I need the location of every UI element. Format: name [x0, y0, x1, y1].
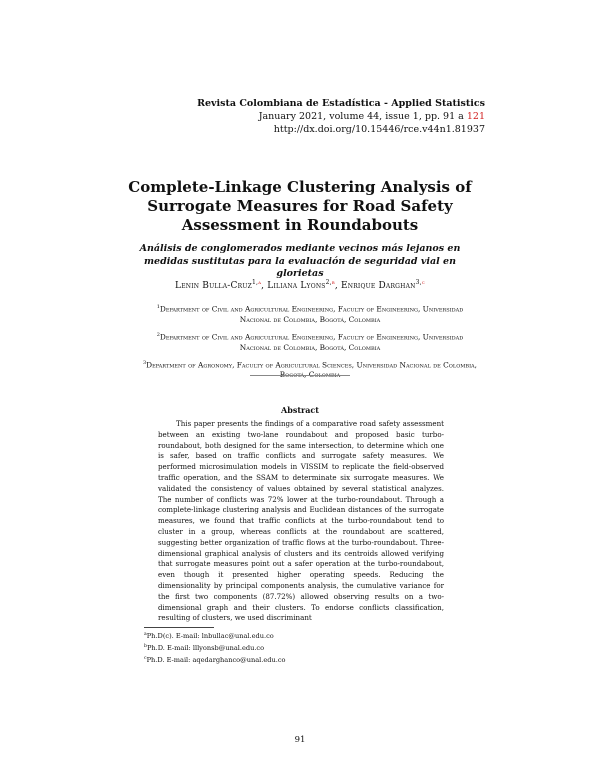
paper-title: Complete-Linkage Clustering Analysis of Surrogate Measures for Road Safety Assessment in Roundabouts: [128, 178, 472, 234]
author-name: Liliana Lyons: [267, 281, 326, 291]
footnote-text: Ph.D. E-mail: aqedarghanco@unal.edu.co: [146, 655, 286, 664]
affiliation-text: Department of Agronomy, Faculty of Agricultural Sciences, Universidad Nacional de Colombia, Bogotá, Colombia: [146, 360, 478, 380]
footnote-rule: [144, 627, 214, 628]
author-sep: ,: [261, 281, 268, 291]
author-name: Lenin Bulla-Cruz: [175, 281, 252, 291]
author-affil-ref: 2,: [325, 279, 332, 286]
issue-info: [197, 110, 485, 123]
end-page-link[interactable]: 121: [466, 111, 485, 122]
author: [341, 281, 425, 291]
footnote: [144, 654, 286, 666]
affiliation-number: 2: [156, 331, 160, 338]
author-affil-ref: 3,: [415, 279, 422, 286]
footnote-mark: c: [144, 655, 147, 661]
footnotes: [144, 630, 286, 665]
affiliation-text: Department of Civil and Agricultural Engineering, Faculty of Engineering, Universidad Nacional de Colombia, Bogotá, Colombia: [159, 332, 464, 352]
author: [267, 281, 341, 291]
author-footnote-link[interactable]: a: [258, 279, 262, 286]
footnote-mark: b: [144, 643, 147, 649]
paper-subtitle: Análisis de conglomerados mediante vecinos más lejanos en medidas sustitutas para la evaluación de seguridad vial en glorietas: [139, 243, 461, 279]
author-footnote-link[interactable]: c: [421, 279, 425, 286]
footnote-text: Ph.D. E-mail: lllyonsb@unal.edu.co: [146, 643, 265, 652]
journal-name: Revista Colombiana de Estadística - Applied Statistics: [197, 98, 485, 109]
affiliation-number: 3: [142, 359, 147, 366]
abstract-heading: Abstract: [281, 405, 319, 415]
affiliation-text: Department of Civil and Agricultural Engineering, Faculty of Engineering, Universidad Nacional de Colombia, Bogotá, Colombia: [159, 304, 464, 324]
abstract-body: [158, 419, 444, 624]
separator-rule: [250, 375, 350, 376]
footnote-text: Ph.D(c). E-mail: lnbullac@unal.edu.co: [146, 632, 274, 641]
author-name: Enrique Darghan: [340, 281, 416, 291]
footnote: [144, 642, 286, 654]
author-list: [100, 279, 500, 291]
abstract-text: This paper presents the findings of a comparative road safety assessment between an existing two-lane roundabout and proposed basic turbo-roundabout, both designed for the same intersection, to determine which one is safer, based on traffic conflicts and surrogate safety measures. We performed microsimulation models in VISSIM to replicate the field-observed traffic operation, and the SSAM to determinate six surrogate measures. We validated the consistency of values obtained by several statistical analyzes. The number of conflicts was 72% lower at the turbo-roundabout. Through a complete-linkage clustering analysis and Euclidean distances of the surrogate measures, we found that traffic conflicts at the turbo-roundabout tend to cluster in a group, whereas conflicts at the roundabout are scattered, suggesting better organization of traffic flows at the turbo-roundabout. Three-dimensional graphical analysis of clusters and its centroids allowed verifying that surrogate measures point out a safer operation at the turbo-roundabout, even though it presented higher operating speeds. Reducing the dimensionality by principal components analysis, the cumulative variance for the first two components (87.72%) allowed observing results on a two-dimensional graph and their clusters. To endorse conflicts classification, resulting of clusters, we used discriminant: [158, 419, 444, 623]
affiliation: [140, 330, 480, 353]
journal-header: [197, 97, 485, 136]
author-sep: ,: [334, 281, 341, 291]
author: [175, 281, 267, 291]
affiliation: [140, 358, 480, 381]
footnote-mark: a: [144, 632, 147, 637]
affiliations: [140, 302, 480, 386]
footnote: [144, 630, 286, 642]
affiliation: [140, 302, 480, 325]
author-footnote-link[interactable]: b: [331, 279, 335, 286]
author-affil-ref: 1,: [251, 279, 259, 286]
doi-link[interactable]: http://dx.doi.org/10.15446/rce.v44n1.81937: [273, 124, 485, 135]
issue-pages: January 2021, volume 44, issue 1, pp. 91 a: [258, 111, 467, 122]
affiliation-number: 1: [156, 304, 160, 310]
page-number: 91: [294, 735, 306, 745]
